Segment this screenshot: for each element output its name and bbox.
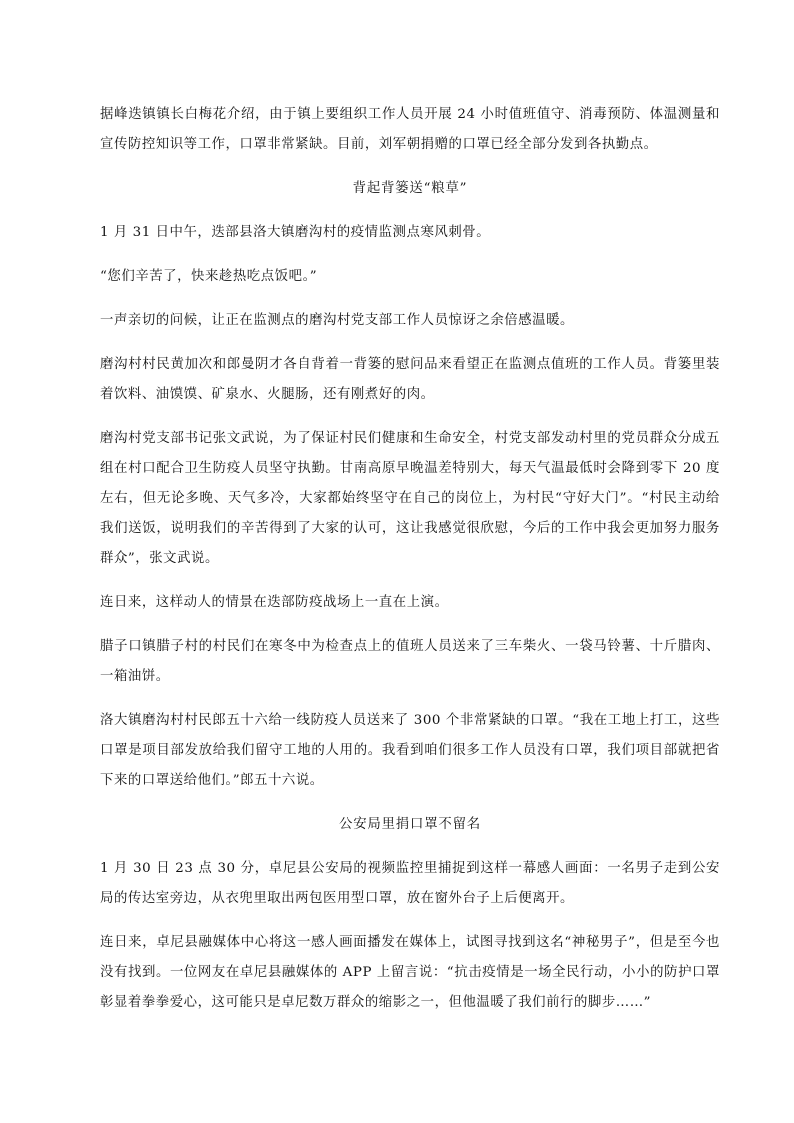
section-heading-basket: 背起背篓送“粮草”: [352, 181, 468, 196]
section-heading-police: 公安局里捐口罩不留名: [339, 817, 481, 832]
paragraph-lazikou: 腊子口镇腊子村的村民们在寒冬中为检查点上的值班人员送来了三车柴火、一袋马铃薯、十斤腊肉、一箱油饼。: [100, 639, 720, 684]
paragraph-moving-scenes: 连日来，这样动人的情景在迭部防疫战场上一直在上演。: [100, 595, 449, 610]
paragraph-mask-distribution: 据峰迭镇镇长白梅花介绍，由于镇上要组织工作人员开展 24 小时值班值守、消毒预防、体温测量和宣传防控知识等工作，口罩非常紧缺。目前，刘军朝捐赠的口罩已经全部分发到各执勤点。: [100, 107, 720, 152]
paragraph-mystery-man: 连日来，卓尼县融媒体中心将这一感人画面播发在媒体上，试图寻找到这名“神秘男子”，但是至今也没有找到。一位网友在卓尼县融媒体的 APP 上留言说：“抗击疫情是一场全民行动，小小的防护口罩彰显着拳拳爱心，这可能只是卓尼数万群众的缩影之一，但他温暖了我们前行的脚步……”: [100, 935, 720, 1010]
paragraph-villagers-basket: 磨沟村村民黄加次和郎曼阴才各自背着一背篓的慰问品来看望正在监测点值班的工作人员。背篓里装着饮料、油馍馍、矿泉水、火腿肠，还有刚煮好的肉。: [100, 357, 720, 402]
paragraph-party-secretary: 磨沟村党支部书记张文武说，为了保证村民们健康和生命安全，村党支部发动村里的党员群众分成五组在村口配合卫生防疫人员坚守执勤。甘南高原早晚温差特别大，每天气温最低时会降到零下 20 度左右，但无论多晚、天气多冷，大家都始终坚守在自己的岗位上，为村民“守好大门”。“村民主动给我们送饭，说明我们的辛苦得到了大家的认可，这让我感觉很欣慰，今后的工作中我会更加努力服务群众”，张文武说。: [100, 431, 720, 566]
paragraph-jan31: 1 月 31 日中午，迭部县洛大镇磨沟村的疫情监测点寒风刺骨。: [100, 225, 491, 240]
paragraph-jan30: 1 月 30 日 23 点 30 分，卓尼县公安局的视频监控里捕捉到这样一幕感人画面：一名男子走到公安局的传达室旁边，从衣兜里取出两包医用型口罩，放在窗外台子上后便离开。: [100, 861, 720, 906]
paragraph-greeting: 一声亲切的问候，让正在监测点的磨沟村党支部工作人员惊讶之余倍感温暖。: [100, 313, 574, 328]
article-body: [100, 100, 720, 1032]
paragraph-masks-donation: 洛大镇磨沟村村民郎五十六给一线防疫人员送来了 300 个非常紧缺的口罩。“我在工地上打工，这些口罩是项目部发放给我们留守工地的人用的。我看到咱们很多工作人员没有口罩，我们项目部就把省下来的口罩送给他们。”郎五十六说。: [100, 713, 720, 788]
paragraph-greeting-quote: “您们辛苦了，快来趁热吃点饭吧。”: [100, 269, 318, 284]
